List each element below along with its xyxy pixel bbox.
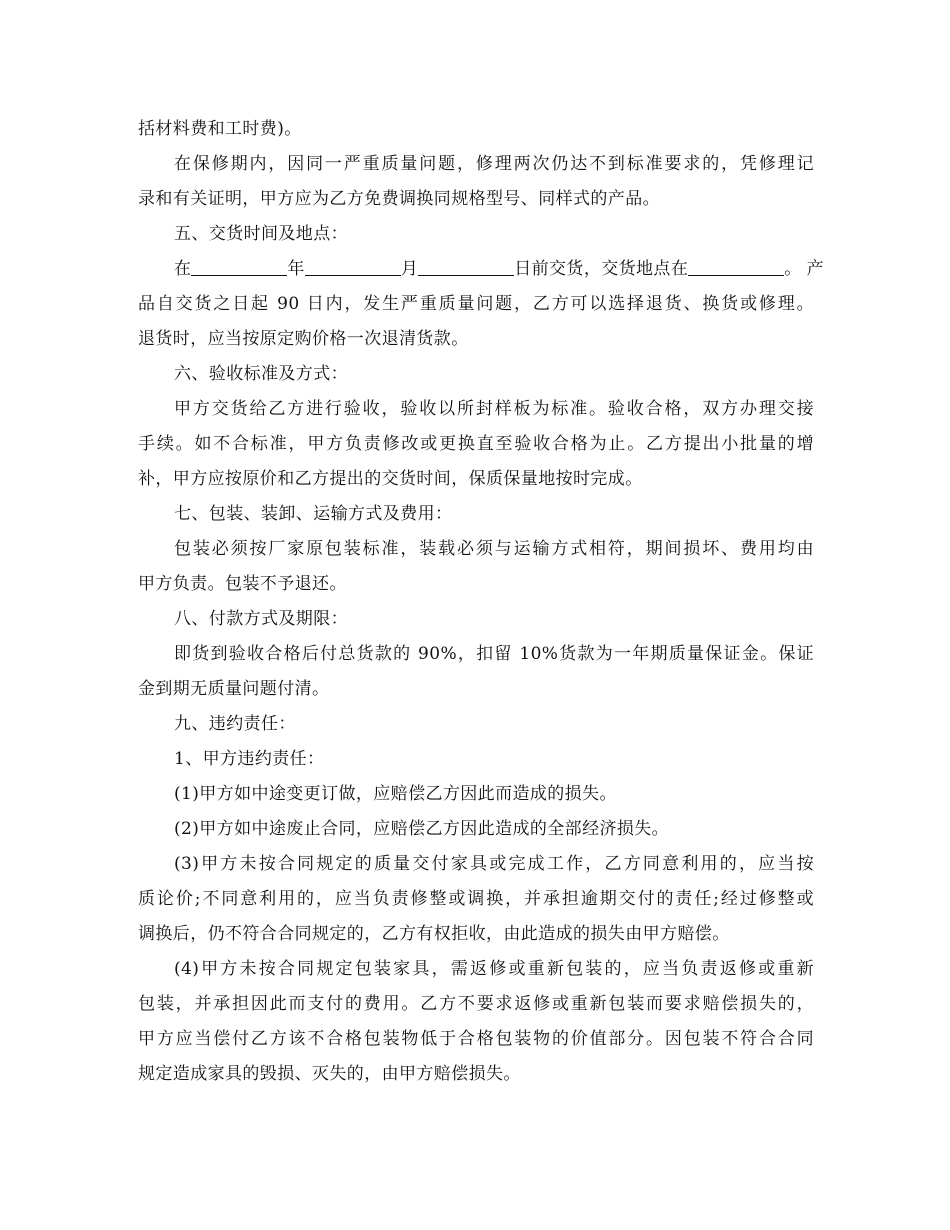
body-line: 手续。如不合标准，甲方负责修改或更换直至验收合格为止。乙方提出小批量的增: [138, 434, 814, 454]
blank-field-year: [191, 255, 287, 276]
body-text: 年: [287, 259, 305, 279]
section-heading: 七、包装、装卸、运输方式及费用：: [174, 504, 453, 524]
blank-field-location: [688, 255, 784, 276]
section-heading: 五、交货时间及地点：: [174, 224, 348, 244]
body-line: 包装必须按厂家原包装标准，装载必须与运输方式相符，期间损坏、费用均由: [174, 539, 814, 559]
body-line: 甲方交货给乙方进行验收，验收以所封样板为标准。验收合格，双方办理交接: [174, 399, 814, 419]
body-line: 调换后，仍不符合合同规定的，乙方有权拒收，由此造成的损失由甲方赔偿。: [138, 924, 730, 944]
body-line: 即货到验收合格后付总货款的 90%，扣留 10%货款为一年期质量保证金。保证: [174, 644, 814, 664]
body-line: 在保修期内，因同一严重质量问题，修理两次仍达不到标准要求的，凭修理记: [174, 154, 814, 174]
body-line: 质论价;不同意利用的，应当负责修整或调换，并承担逾期交付的责任;经过修整或: [138, 889, 814, 909]
body-line: 补，甲方应按原价和乙方提出的交货时间，保质保量地按时完成。: [138, 469, 643, 489]
section-heading: 六、验收标准及方式：: [174, 364, 348, 384]
body-line: (2)甲方如中途废止合同，应赔偿乙方因此造成的全部经济损失。: [174, 819, 670, 839]
body-line: 甲方负责。包装不予退还。: [138, 574, 347, 594]
body-line: 包装，并承担因此而支付的费用。乙方不要求返修或重新包装而要求赔偿损失的，: [138, 994, 814, 1014]
body-line: 退货时，应当按原定购价格一次退清货款。: [138, 329, 469, 349]
body-line: (1)甲方如中途变更订做，应赔偿乙方因此而造成的损失。: [174, 784, 617, 804]
body-line: (3)甲方未按合同规定的质量交付家具或完成工作，乙方同意利用的，应当按: [174, 854, 814, 874]
body-text: 月: [400, 259, 419, 279]
body-text: 。 产: [784, 259, 824, 279]
body-line: 录和有关证明，甲方应为乙方免费调换同规格型号、同样式的产品。: [138, 189, 660, 209]
body-line: 括材料费和工时费)。: [138, 119, 302, 139]
document-page: [138, 112, 824, 1092]
blank-field-day: [418, 255, 514, 276]
body-text: 在: [174, 259, 192, 279]
body-line: 金到期无质量问题付清。: [138, 679, 330, 699]
sub-heading: 1、甲方违约责任：: [174, 749, 325, 769]
section-heading: 九、违约责任：: [174, 714, 296, 734]
section-heading: 八、付款方式及期限：: [174, 609, 348, 629]
delivery-blank-line: [138, 252, 824, 287]
body-line: 规定造成家具的毁损、灭失的，由甲方赔偿损失。: [138, 1064, 521, 1084]
blank-field-month: [305, 255, 401, 276]
body-line: 品自交货之日起 90 日内，发生严重质量问题，乙方可以选择退货、换货或修理。: [138, 294, 814, 314]
body-line: (4)甲方未按合同规定包装家具，需返修或重新包装的，应当负责返修或重新: [174, 959, 814, 979]
body-text: 日前交货，交货地点在: [514, 259, 689, 279]
body-line: 甲方应当偿付乙方该不合格包装物低于合格包装物的价值部分。因包装不符合合同: [138, 1029, 814, 1049]
